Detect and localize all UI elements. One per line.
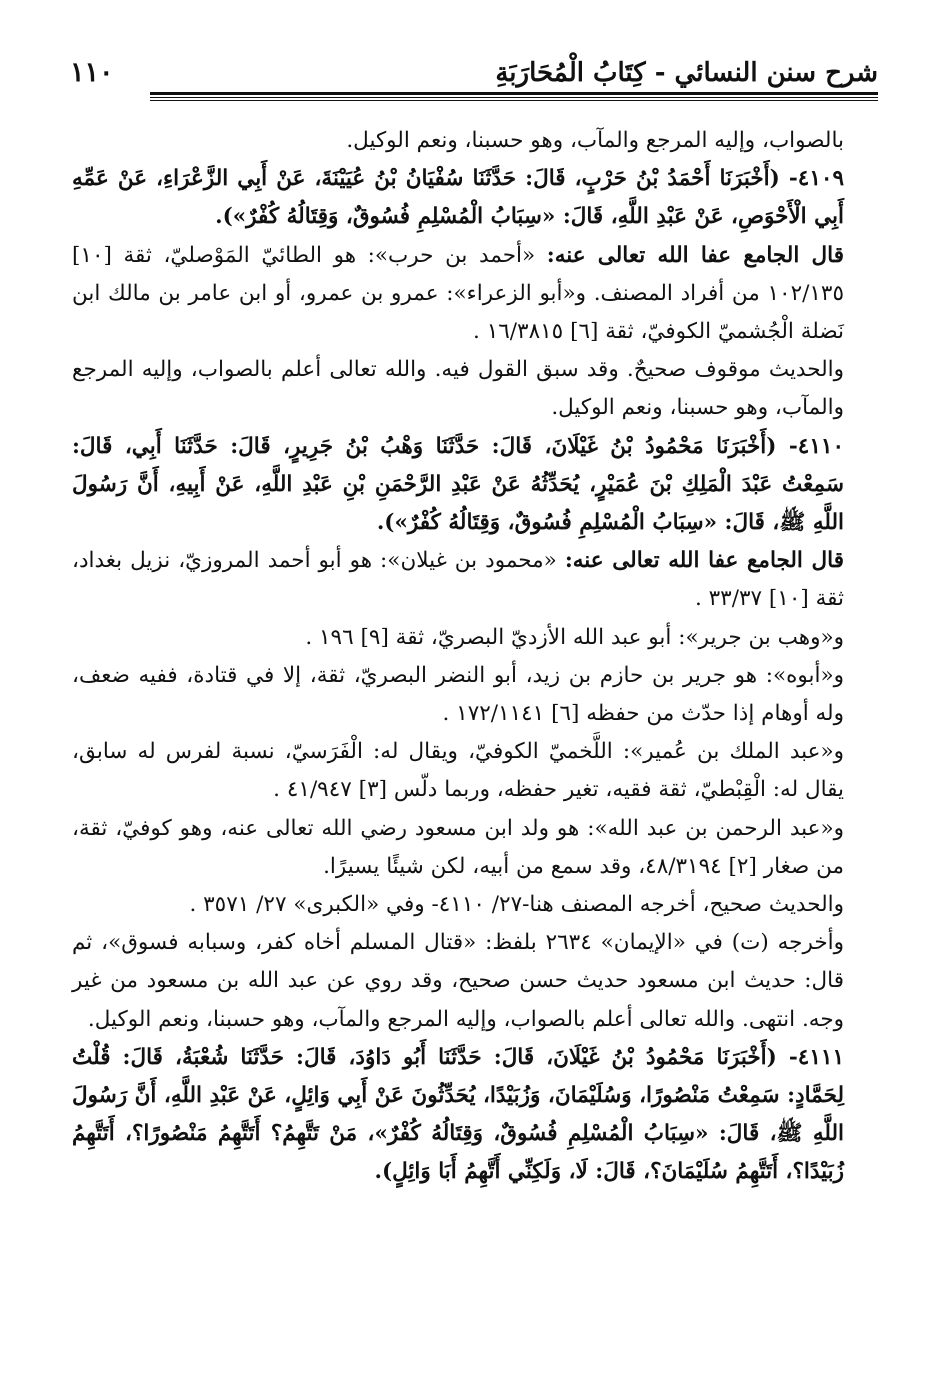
commentary-4110 bbox=[72, 542, 844, 618]
commentary-4109 bbox=[72, 237, 844, 352]
narrator-abdulmalik: و«عبد الملك بن عُمير»: اللَّخميّ الكوفيّ، ويقال له: الْفَرَسيّ، نسبة لفرس له سابق، يقال له: الْقِبْطيّ، ثقة فقيه، تغير حفظه، وربما دلّس [٣] ٤١/٩٤٧ . bbox=[72, 739, 844, 803]
header-rule bbox=[150, 92, 878, 98]
paragraph-tirmidhi: وأخرجه (ت) في «الإيمان» ٢٦٣٤ بلفظ: «قتال المسلم أخاه كفر، وسبابه فسوق»، ثم قال: حديث ابن مسعود حديث حسن صحيح، وقد روي عن عبد الله بن مسعود من غير وجه. انتهى. والله تعالى أعلم بالصواب، وإليه المرجع والمآب، وهو حسبنا، ونعم الوكيل. bbox=[72, 930, 844, 1032]
running-title: شرح سنن النسائي - كِتَابُ الْمُحَارَبَةِ bbox=[495, 58, 878, 88]
narrator-wahb: و«وهب بن جرير»: أبو عبد الله الأزديّ البصريّ، ثقة [٩] ١٩٦ . bbox=[305, 624, 844, 650]
page-body bbox=[72, 122, 844, 1192]
paragraph-takhrij: والحديث صحيح، أخرجه المصنف هنا-٢٧/ ٤١١٠- وفي «الكبرى» ٢٧/ ٣٥٧١ . bbox=[189, 892, 844, 918]
paragraph-ruling-4109: والحديث موقوف صحيحٌ. وقد سبق القول فيه. والله تعالى أعلم بالصواب، وإليه المرجع والمآب، وهو حسبنا، ونعم الوكيل. bbox=[72, 357, 844, 421]
header-rule-thin bbox=[150, 100, 878, 103]
paragraph-intro: بالصواب، وإليه المرجع والمآب، وهو حسبنا، ونعم الوكيل. bbox=[346, 128, 844, 153]
jami-label: قال الجامع عفا الله تعالى عنه: bbox=[564, 548, 844, 574]
narrator-jarir: و«أبوه»: هو جرير بن حازم بن زيد، أبو النضر البصريّ، ثقة، إلا في قتادة، ففيه ضعف، وله أوهام إذا حدّث من حفظه [٦] ١٧٢/١١٤١ . bbox=[72, 662, 844, 727]
hadith-4109: ٤١٠٩- (أَخْبَرَنَا أَحْمَدُ بْنُ حَرْبٍ، قَالَ: حَدَّثَنَا سُفْيَانُ بْنُ عُيَيْنَةَ، عَنْ أَبِي الزَّعْرَاءِ، عَنْ عَمِّهِ أَبِي الْأَحْوَصِ، عَنْ عَبْدِ اللَّهِ، قَالَ: «سِبَابُ الْمُسْلِمِ فُسُوقٌ، وَقِتَالُهُ كُفْرٌ»). bbox=[72, 166, 844, 230]
page-header bbox=[60, 52, 878, 112]
page-number: ١١٠ bbox=[70, 57, 114, 88]
hadith-4111: ٤١١١- (أَخْبَرَنَا مَحْمُودُ بْنُ غَيْلَانَ، قَالَ: حَدَّثَنَا أَبُو دَاوُدَ، قَالَ: حَدَّثَنَا شُعْبَةُ، قَالَ: قُلْتُ لِحَمَّادٍ: سَمِعْتُ مَنْصُورًا، وَسُلَيْمَانَ، وَزُبَيْدًا، يُحَدِّثُونَ عَنْ أَبِي وَائِلٍ، عَنْ عَبْدِ اللَّهِ، أَنَّ رَسُولَ اللَّهِ ﷺ، قَالَ: «سِبَابُ الْمُسْلِمِ فُسُوقٌ، وَقِتَالُهُ كُفْرٌ»، مَنْ تَتَّهِمُ؟ أَتَتَّهِمُ مَنْصُورًا؟، أَتَتَّهِمُ زُبَيْدًا؟، أَتَتَّهِمُ سُلَيْمَانَ؟، قَالَ: لَا، وَلَكِنِّي أَتَّهِمُ أَبَا وَائِلٍ). bbox=[72, 1044, 844, 1185]
narrator-abdurrahman: و«عبد الرحمن بن عبد الله»: هو ولد ابن مسعود رضي الله تعالى عنه، وهو كوفيّ، ثقة، من صغار [٢] ٤٨/٣١٩٤، وقد سمع من أبيه، لكن شيئًا يسيرًا. bbox=[72, 815, 844, 879]
commentary-text: «أحمد بن حرب»: هو الطائيّ المَوْصليّ، ثقة [١٠] ١٠٢/١٣٥ من أفراد المصنف. و«أبو الزعراء»: عمرو بن عمرو، أو ابن عامر بن مالك ابن نَضلة الْجُشميّ الكوفيّ، ثقة [٦] ١٦/٣٨١٥ . bbox=[72, 242, 844, 345]
hadith-4110: ٤١١٠- (أَخْبَرَنَا مَحْمُودُ بْنُ غَيْلَانَ، قَالَ: حَدَّثَنَا وَهْبُ بْنُ جَرِيرٍ، قَالَ: حَدَّثَنَا أَبِي، قَالَ: سَمِعْتُ عَبْدَ الْمَلِكِ بْنَ عُمَيْرٍ، يُحَدِّثُهُ عَنْ عَبْدِ الرَّحْمَنِ بْنِ عَبْدِ اللَّهِ، عَنْ أَبِيهِ، أَنَّ رَسُولَ اللَّهِ ﷺ، قَالَ: «سِبَابُ الْمُسْلِمِ فُسُوقٌ، وَقِتَالُهُ كُفْرٌ»). bbox=[72, 433, 844, 536]
jami-label: قال الجامع عفا الله تعالى عنه: bbox=[546, 242, 844, 268]
commentary-text: «محمود بن غيلان»: هو أبو أحمد المروزيّ، نزيل بغداد، ثقة [١٠] ٣٣/٣٧ . bbox=[72, 548, 844, 612]
